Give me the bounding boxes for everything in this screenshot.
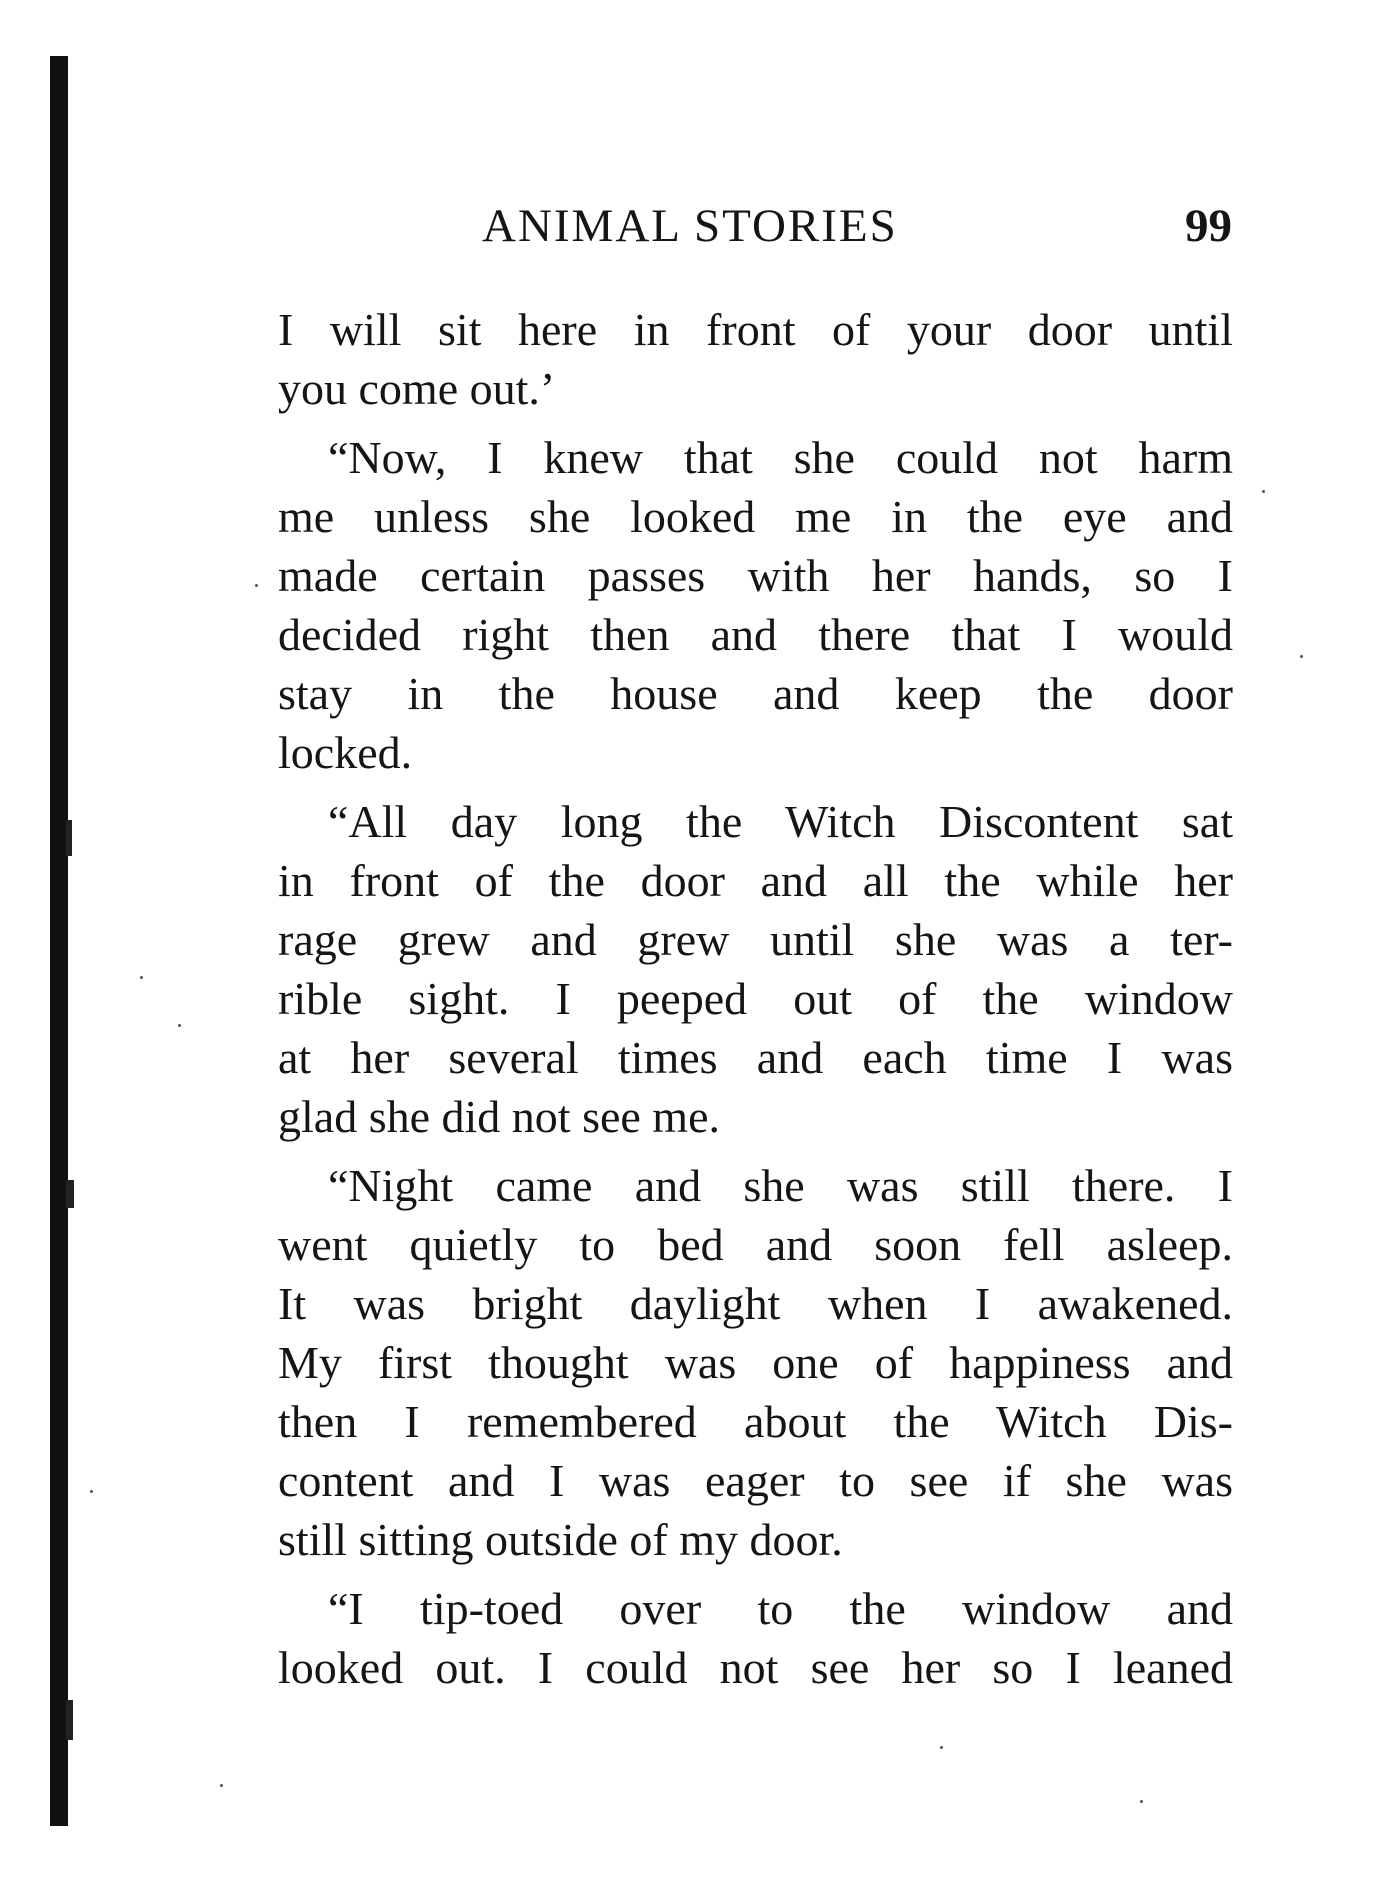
running-title: ANIMAL STORIES bbox=[482, 200, 898, 252]
scan-artifact bbox=[66, 820, 72, 856]
text-line: rage grew and grew until she was a ter- bbox=[278, 914, 1233, 965]
text-line: My first thought was one of happiness and bbox=[278, 1337, 1233, 1388]
text-line: “I tip-toed over to the window and bbox=[328, 1583, 1233, 1634]
text-line: went quietly to bed and soon fell asleep. bbox=[278, 1219, 1233, 1270]
text-line: me unless she looked me in the eye and bbox=[278, 491, 1233, 542]
text-line: “All day long the Witch Discontent sat bbox=[328, 796, 1233, 847]
scan-speck bbox=[1140, 1800, 1143, 1803]
scan-artifact bbox=[66, 1180, 74, 1208]
text-line: rible sight. I peeped out of the window bbox=[278, 973, 1233, 1024]
scan-speck bbox=[1262, 490, 1265, 493]
text-line: It was bright daylight when I awakened. bbox=[278, 1278, 1233, 1329]
text-line: stay in the house and keep the door bbox=[278, 668, 1233, 719]
text-line: I will sit here in front of your door until bbox=[278, 304, 1233, 355]
text-line: looked out. I could not see her so I leaned bbox=[278, 1642, 1233, 1693]
text-line: “Now, I knew that she could not harm bbox=[328, 432, 1233, 483]
text-line: made certain passes with her hands, so I bbox=[278, 550, 1233, 601]
text-line: then I remembered about the Witch Dis- bbox=[278, 1396, 1233, 1447]
paragraph bbox=[278, 792, 1233, 1146]
running-header bbox=[482, 196, 1232, 256]
scan-speck bbox=[940, 1746, 943, 1749]
text-line: locked. bbox=[278, 727, 413, 778]
scanned-page-edge bbox=[50, 56, 68, 1826]
scan-speck bbox=[1300, 655, 1303, 658]
paragraph bbox=[278, 428, 1233, 782]
scan-speck bbox=[90, 1490, 93, 1493]
text-line: you come out.’ bbox=[278, 363, 556, 414]
page-body bbox=[278, 300, 1233, 1697]
paragraph bbox=[278, 1156, 1233, 1569]
text-line: glad she did not see me. bbox=[278, 1091, 721, 1142]
scan-speck bbox=[255, 584, 258, 587]
scan-speck bbox=[140, 976, 143, 979]
scan-speck bbox=[178, 1024, 181, 1027]
text-line: content and I was eager to see if she was bbox=[278, 1455, 1233, 1506]
paragraph bbox=[278, 300, 1233, 418]
scan-artifact bbox=[66, 1700, 73, 1740]
text-line: in front of the door and all the while her bbox=[278, 855, 1233, 906]
text-line: “Night came and she was still there. I bbox=[328, 1160, 1233, 1211]
text-line: still sitting outside of my door. bbox=[278, 1514, 843, 1565]
text-line: at her several times and each time I was bbox=[278, 1032, 1233, 1083]
page-number: 99 bbox=[1185, 200, 1232, 252]
paragraph bbox=[278, 1579, 1233, 1697]
text-line: decided right then and there that I would bbox=[278, 609, 1233, 660]
scan-speck bbox=[220, 1784, 223, 1787]
